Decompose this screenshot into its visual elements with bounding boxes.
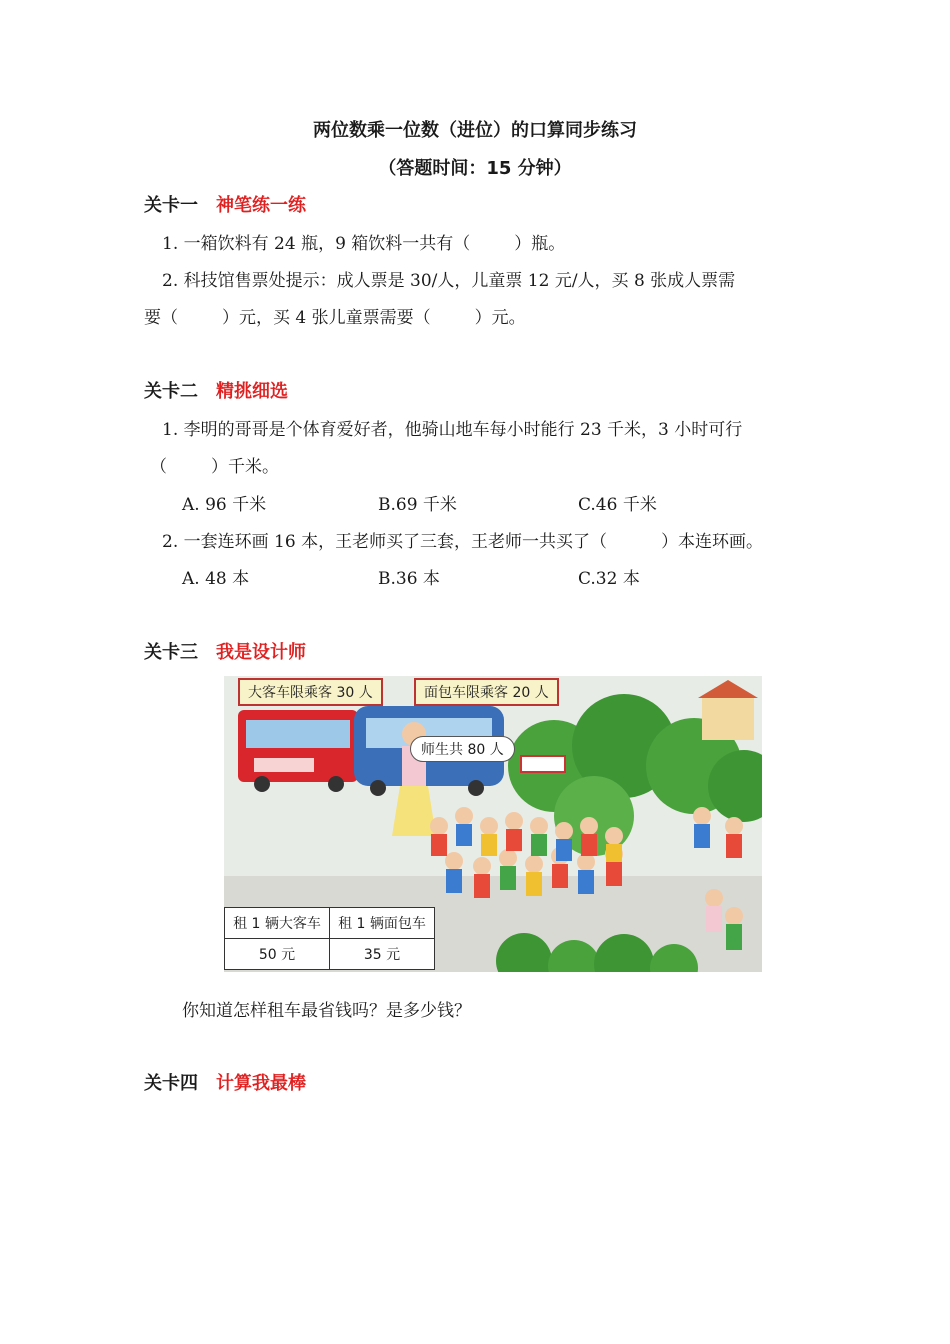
s2-question-1-line2 — [150, 452, 279, 477]
s2-q2-option-b[interactable]: B.36 本 — [378, 569, 440, 589]
s3-question: 你知道怎样租车最省钱吗？是多少钱？ — [182, 1001, 471, 1021]
speech-bubble: 师生共 80 人 — [410, 736, 515, 762]
s2-q2-text-a: 2. 一套连环画 16 本，王老师买了三套，王老师一共买了（ — [162, 532, 608, 552]
s1-q1-text-b: ）瓶。 — [514, 234, 566, 254]
section-4-heading — [144, 1069, 306, 1095]
s2-q1-option-c[interactable]: C.46 千米 — [578, 495, 657, 515]
s1-question-2-line2 — [144, 303, 526, 328]
s1-q2-text-c: ）元。 — [474, 308, 526, 328]
section-1-heading — [144, 191, 306, 217]
s1-q2-text-b: ）元，买 4 张儿童票需要（ — [222, 308, 431, 328]
table-cell: 35 元 — [330, 939, 435, 970]
page-subtitle: （答题时间：15 分钟） — [378, 158, 572, 179]
big-bus-sign: 大客车限乘客 30 人 — [238, 678, 383, 706]
section-2-name: 精挑细选 — [216, 381, 288, 402]
table-header-row — [225, 908, 435, 939]
page-title: 两位数乘一位数（进位）的口算同步练习 — [313, 120, 637, 141]
s2-q1-option-a[interactable]: A. 96 千米 — [182, 495, 267, 515]
minibus-sign: 面包车限乘客 20 人 — [414, 678, 559, 706]
section-2-level: 关卡二 — [144, 381, 198, 402]
bus-rental-illustration — [224, 676, 762, 972]
table-header-cell: 租 1 辆面包车 — [330, 908, 435, 939]
s2-q2-option-c[interactable]: C.32 本 — [578, 569, 640, 589]
table-header-cell: 租 1 辆大客车 — [225, 908, 330, 939]
section-3-name: 我是设计师 — [216, 642, 306, 663]
s2-q1-text-b: ）千米。 — [211, 457, 279, 477]
section-1-name: 神笔练一练 — [216, 195, 306, 216]
s1-question-2-line1: 2. 科技馆售票处提示：成人票是 30/人，儿童票 12 元/人，买 8 张成人票需 — [162, 271, 736, 291]
table-cell: 50 元 — [225, 939, 330, 970]
s2-q1-option-b[interactable]: B.69 千米 — [378, 495, 457, 515]
section-4-name: 计算我最棒 — [216, 1073, 306, 1094]
s1-q1-text-a: 1. 一箱饮料有 24 瓶，9 箱饮料一共有（ — [162, 234, 471, 254]
s1-question-1 — [162, 229, 565, 254]
section-1-level: 关卡一 — [144, 195, 198, 216]
section-3-level: 关卡三 — [144, 642, 198, 663]
s1-q2-text-a: 要（ — [144, 308, 178, 328]
s2-q2-option-a[interactable]: A. 48 本 — [182, 569, 250, 589]
s2-question-2 — [162, 527, 763, 552]
rental-price-table — [224, 907, 435, 970]
section-4-level: 关卡四 — [144, 1073, 198, 1094]
table-row — [225, 939, 435, 970]
s2-q1-text-a: （ — [150, 457, 167, 477]
section-3-heading — [144, 638, 306, 664]
s2-q2-text-b: ）本连环画。 — [661, 532, 764, 552]
s2-question-1-line1: 1. 李明的哥哥是个体育爱好者，他骑山地车每小时能行 23 千米，3 小时可行 — [162, 420, 743, 440]
section-2-heading — [144, 377, 288, 403]
